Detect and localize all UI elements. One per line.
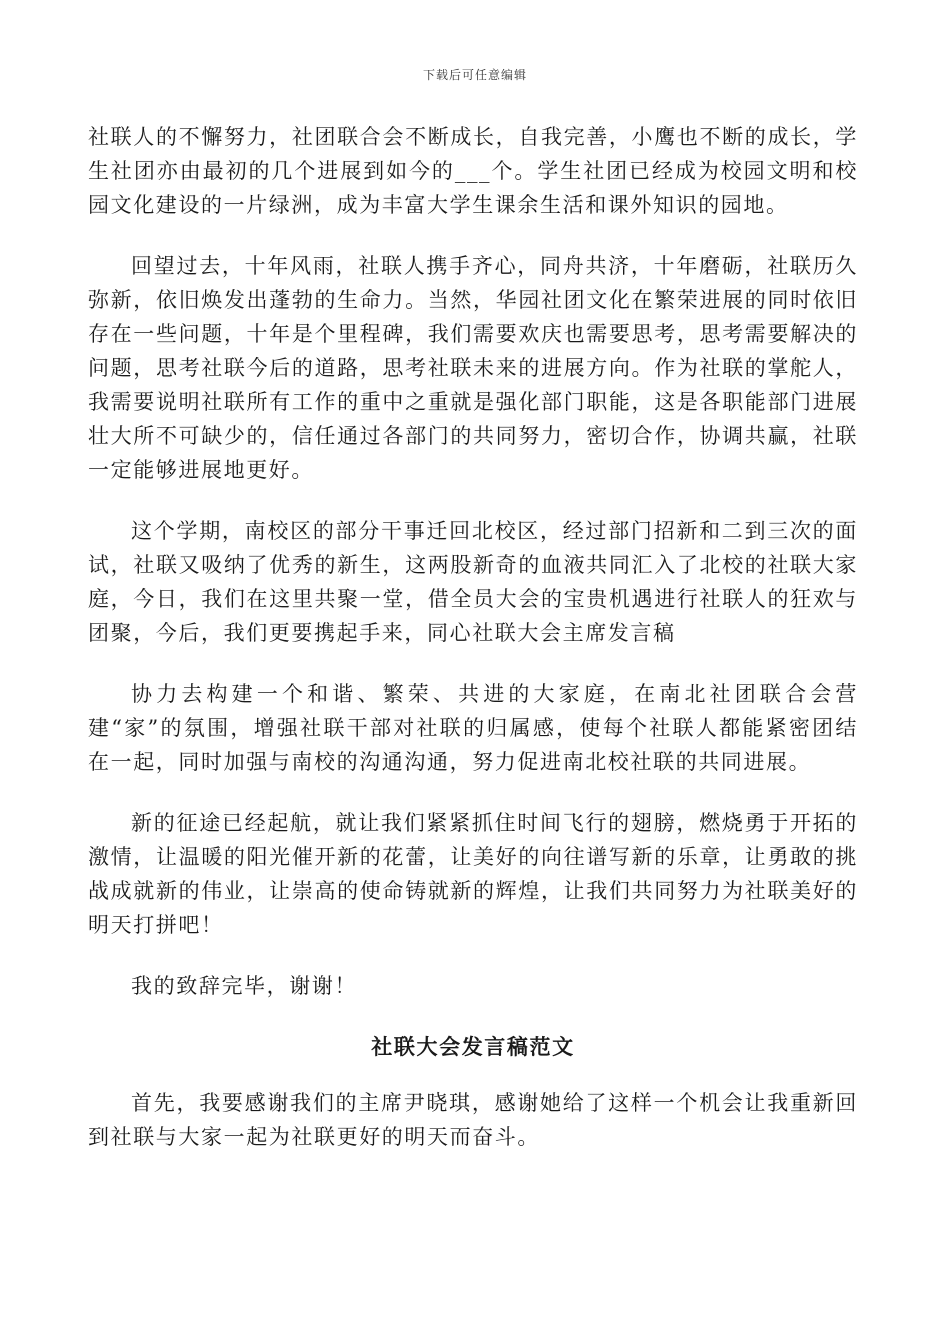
page-header: 下载后可任意编辑 xyxy=(422,68,527,82)
paragraph: 协力去构建一个和谐、繁荣、共进的大家庭，在南北社团联合会营建“家”的氛围，增强社联干部对社联的归属感，使每个社联人都能紧密团结在一起，同时加强与南校的沟通沟通，努力促进南北校社联的共同进展。 xyxy=(88,682,858,774)
paragraph: 这个学期，南校区的部分干事迁回北校区，经过部门招新和二到三次的面试，社联又吸纳了优秀的新生，这两股新奇的血液共同汇入了北校的社联大家庭，今日，我们在这里共聚一堂，借全员大会的宝贵机遇进行社联人的狂欢与团聚，今后，我们更要携起手来，同心社联大会主席发言稿 xyxy=(88,519,858,645)
paragraph: 首先，我要感谢我们的主席尹晓琪，感谢她给了这样一个机会让我重新回到社联与大家一起为社联更好的明天而奋斗。 xyxy=(88,1091,858,1149)
paragraph-closing: 我的致辞完毕，谢谢！ xyxy=(131,974,358,998)
paragraph: 回望过去，十年风雨，社联人携手齐心，同舟共济，十年磨砺，社联历久弥新，依旧焕发出蓬勃的生命力。当然，华园社团文化在繁荣进展的同时依旧存在一些问题，十年是个里程碑，我们需要欢庆也需要思考，思考需要解决的问题，思考社联今后的道路，思考社联未来的进展方向。作为社联的掌舵人，我需要说明社联所有工作的重中之重就是强化部门职能，这是各职能部门进展壮大所不可缺少的，信任通过各部门的共同努力，密切合作，协调共赢，社联一定能够进展地更好。 xyxy=(88,254,858,482)
section-title: 社联大会发言稿范文 xyxy=(371,1034,575,1059)
document-body xyxy=(88,120,858,1181)
paragraph-continuation: 社联人的不懈努力，社团联合会不断成长，自我完善，小鹰也不断的成长，学生社团亦由最初的几个进展到如今的___个。学生社团已经成为校园文明和校园文化建设的一片绿洲，成为丰富大学生课余生活和课外知识的园地。 xyxy=(88,125,858,217)
paragraph: 新的征途已经起航，就让我们紧紧抓住时间飞行的翅膀，燃烧勇于开拓的激情，让温暖的阳光催开新的花蕾，让美好的向往谱写新的乐章，让勇敢的挑战成就新的伟业，让崇高的使命铸就新的辉煌，让我们共同努力为社联美好的明天打拼吧！ xyxy=(88,811,858,937)
